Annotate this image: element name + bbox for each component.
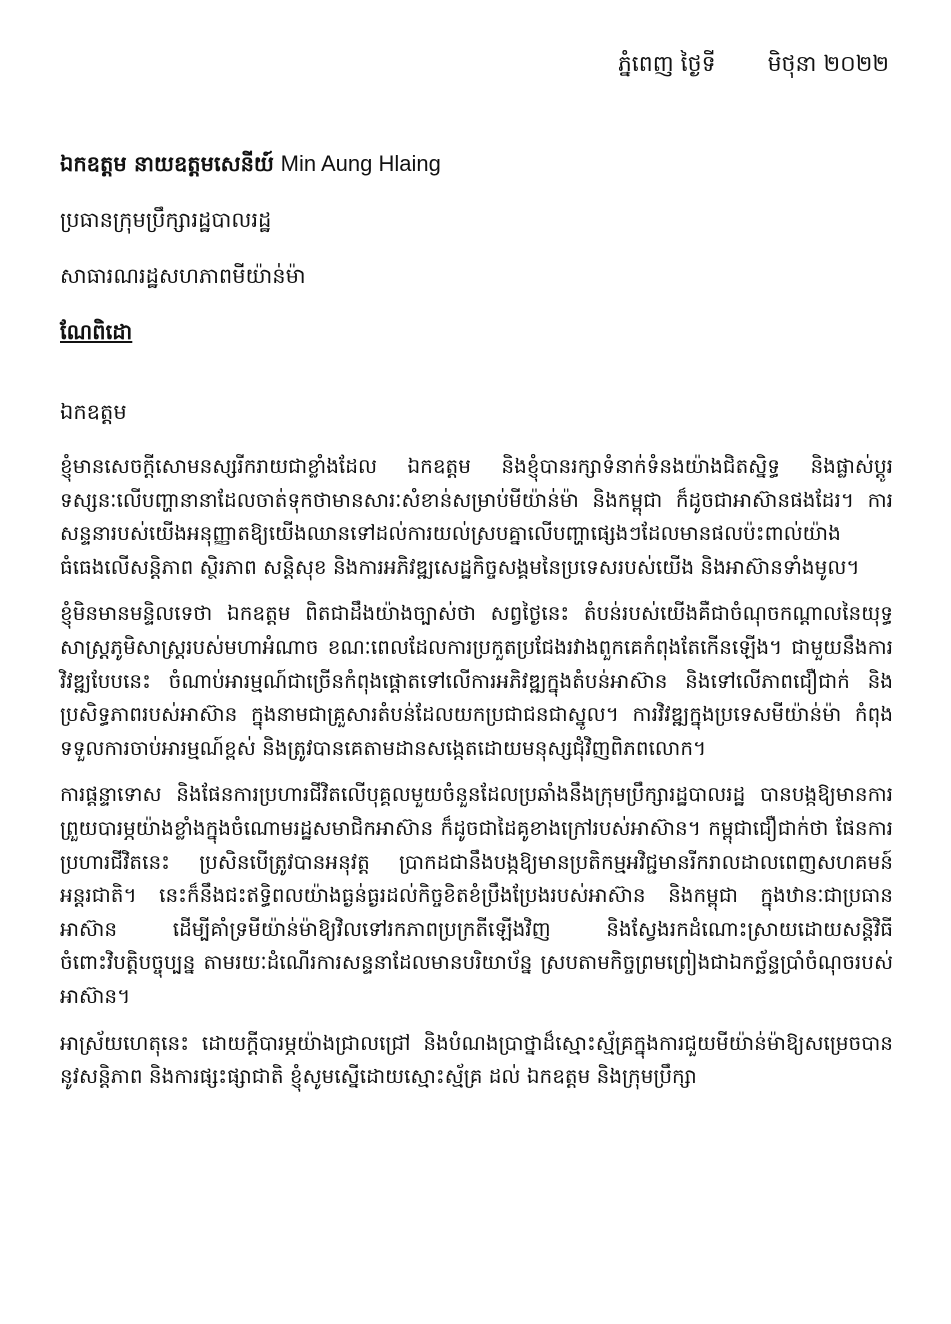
addressee-title: ឯកឧត្តម នាយឧត្តមសេនីយ៍ <box>60 152 274 176</box>
addressee-name: Min Aung Hlaing <box>280 151 441 176</box>
paragraph-1: ខ្ញុំមានសេចក្តីសោមនស្សរីករាយជាខ្លាំងដែល ឯកឧត្តម និងខ្ញុំបានរក្សាទំនាក់ទំនងយ៉ាងជិតស្និទ្ធ និងផ្លាស់ប្តូរទស្សនៈលើបញ្ហានានាដែលចាត់ទុកថាមានសារៈសំខាន់សម្រាប់មីយ៉ាន់ម៉ា និងកម្ពុជា ក៏ដូចជាអាស៊ានផងដែរ។ ការសន្ទនារបស់យើងអនុញ្ញាតឱ្យយើងឈានទៅដល់ការយល់ស្របគ្នាលើបញ្ហាផ្សេងៗដែលមានផលប៉ះពាល់យ៉ាងធំធេងលើសន្តិភាព ស្ថិរភាព សន្តិសុខ និងការអភិវឌ្ឍសេដ្ឋកិច្ចសង្គមនៃប្រទេសរបស់យើង និងអាស៊ានទាំងមូល។ <box>60 454 893 579</box>
addressee-country: សាធារណរដ្ឋសហភាពមីយ៉ាន់ម៉ា <box>60 264 306 288</box>
letter-subject: ណែពិដោ <box>60 320 133 344</box>
date-place-day: ភ្នំពេញ ថ្ងៃទី <box>617 52 716 77</box>
paragraph-4: អាស្រ័យហេតុនេះ ដោយក្តីបារម្ភយ៉ាងជ្រាលជ្រៅ និងបំណងប្រាថ្នាដ៏ស្មោះស្ម័គ្រក្នុងការជួយមីយ៉ាន់ម៉ាឱ្យសម្រេចបាននូវសន្តិភាព និងការផ្សះផ្សាជាតិ ខ្ញុំសូមស្នើដោយស្មោះស្ម័គ្រ ដល់ ឯកឧត្តម និងក្រុមប្រឹក្សា <box>60 1030 893 1089</box>
addressee-position: ប្រធានក្រុមប្រឹក្សារដ្ឋបាលរដ្ឋ <box>60 208 272 232</box>
addressee-line <box>60 146 891 182</box>
salutation: ឯកឧត្តម <box>60 400 127 424</box>
date-month-year: មិថុនា ២០២២ <box>767 52 889 77</box>
addressee-block <box>60 146 891 350</box>
date-line <box>618 50 889 82</box>
paragraph-2: ខ្ញុំមិនមានមន្ទិលទេថា ឯកឧត្តម ពិតជាដឹងយ៉ាងច្បាស់ថា សព្វថ្ងៃនេះ តំបន់របស់យើងគឺជាចំណុចកណ្តាលនៃយុទ្ធសាស្ត្រភូមិសាស្ត្ររបស់មហាអំណាច ខណៈពេលដែលការប្រកួតប្រជែងរវាងពួកគេកំពុងតែកើនឡើង។ ជាមួយនឹងការវិវឌ្ឍបែបនេះ ចំណាប់អារម្មណ៍ជាច្រើនកំពុងផ្តោតទៅលើការអភិវឌ្ឍក្នុងតំបន់អាស៊ាន និងទៅលើភាពជឿជាក់ និងប្រសិទ្ធភាពរបស់អាស៊ាន ក្នុងនាមជាគ្រួសារតំបន់ដែលយកប្រជាជនជាស្នូល។ ការវិវឌ្ឍក្នុងប្រទេសមីយ៉ាន់ម៉ា កំពុងទទួលការចាប់អារម្មណ៍ខ្ពស់ និងត្រូវបានគេតាមដានសង្កេតដោយមនុស្សជុំវិញពិភពលោក។ <box>60 601 893 760</box>
paragraph-3: ការផ្តន្ទាទោស និងផែនការប្រហារជីវិតលើបុគ្គលមួយចំនួនដែលប្រឆាំងនឹងក្រុមប្រឹក្សារដ្ឋបាលរដ្ឋ បានបង្កឱ្យមានការព្រួយបារម្ភយ៉ាងខ្លាំងក្នុងចំណោមរដ្ឋសមាជិកអាស៊ាន ក៏ដូចជាដៃគូខាងក្រៅរបស់អាស៊ាន។ កម្ពុជាជឿជាក់ថា ផែនការប្រហារជីវិតនេះ ប្រសិនបើត្រូវបានអនុវត្ត ប្រាកដជានឹងបង្កឱ្យមានប្រតិកម្មអវិជ្ជមានរីករាលដាលពេញសហគមន៍អន្តរជាតិ។ នេះក៏នឹងជះឥទ្ធិពលយ៉ាងធ្ងន់ធ្ងរដល់កិច្ចខិតខំប្រឹងប្រែងរបស់អាស៊ាន និងកម្ពុជា ក្នុងឋានៈជាប្រធានអាស៊ាន ដើម្បីគាំទ្រមីយ៉ាន់ម៉ាឱ្យវិលទៅរកភាពប្រក្រតីឡើងវិញ និងស្វែងរកដំណោះស្រាយដោយសន្តិវិធីចំពោះវិបត្តិបច្ចុប្បន្ន តាមរយៈដំណើរការសន្ទនាដែលមានបរិយាប័ន្ន ស្របតាមកិច្ចព្រមព្រៀងជាឯកច្ឆ័ន្ទប្រាំចំណុចរបស់អាស៊ាន។ <box>60 782 893 1008</box>
letter-body <box>60 394 893 1107</box>
